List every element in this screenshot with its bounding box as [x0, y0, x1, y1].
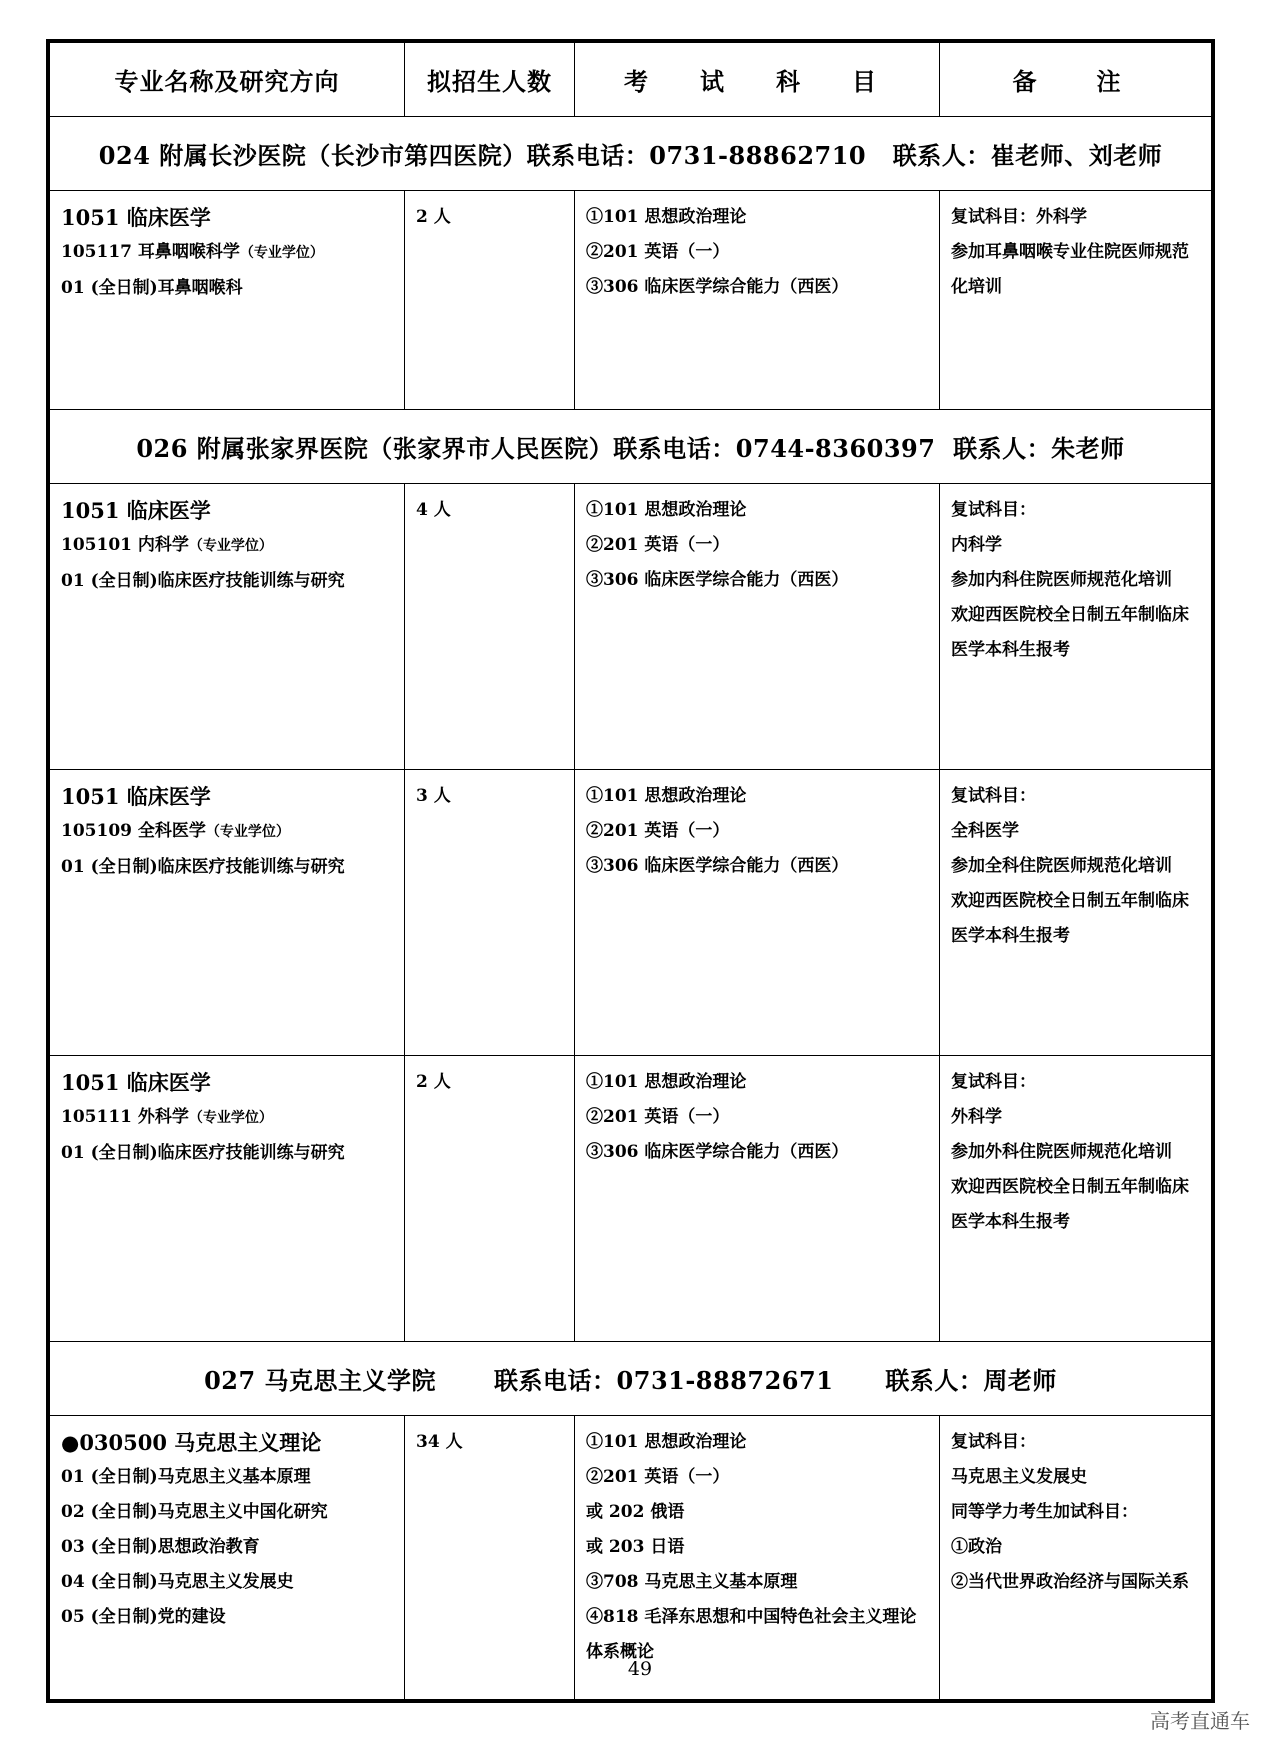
program-major-cell [50, 1416, 405, 1700]
exam-subject: 或 203 日语 [586, 1537, 685, 1557]
direction: 01 (全日制)临床医疗技能训练与研究 [61, 857, 345, 877]
exam-subject: ②201 英语（一） [586, 535, 730, 555]
program-row [50, 1056, 1212, 1342]
department-code: 027 [204, 1366, 256, 1395]
note-line: 复试科目：外科学 [951, 207, 1087, 227]
direction: 02 (全日制)马克思主义中国化研究 [61, 1502, 328, 1522]
program-exams-cell [575, 1056, 940, 1342]
department-name: 马克思主义学院 [264, 1366, 437, 1395]
note-line: ①政治 [951, 1537, 1002, 1557]
note-line: 参加外科住院医师规范化培训 [951, 1142, 1172, 1162]
exam-subject: ②201 英语（一） [586, 1467, 730, 1487]
note-line: 参加耳鼻咽喉专业住院医师规范化培训 [951, 242, 1189, 297]
exam-subject: ①101 思想政治理论 [586, 786, 747, 806]
enrollment-count: 4 人 [416, 500, 451, 520]
program-exams-cell [575, 1416, 940, 1700]
department-contact: 联系人：崔老师、刘老师 [892, 141, 1163, 170]
program-notes-cell [940, 1056, 1212, 1342]
major-name: 1051 临床医学 [61, 498, 211, 523]
program-major-cell [50, 191, 405, 410]
program-row [50, 1416, 1212, 1700]
header-row [50, 43, 1212, 117]
major-name: 1051 临床医学 [61, 784, 211, 809]
exam-subject: ②201 英语（一） [586, 821, 730, 841]
note-line: 复试科目： [951, 1432, 1036, 1452]
program-count-cell [405, 1056, 575, 1342]
exam-subject: ③306 临床医学综合能力（西医） [586, 856, 849, 876]
program-exams-cell [575, 484, 940, 770]
exam-subject: ③708 马克思主义基本原理 [586, 1572, 798, 1592]
sub-major: 105109 全科医学 [61, 821, 206, 841]
degree-type: （专业学位） [239, 245, 324, 261]
department-row [50, 410, 1212, 484]
department-contact: 联系人：朱老师 [953, 434, 1125, 463]
department-phone: 联系电话：0731-88872671 [494, 1366, 834, 1395]
program-notes-cell [940, 1416, 1212, 1700]
program-count-cell [405, 484, 575, 770]
department-header [50, 410, 1212, 484]
program-major-cell [50, 770, 405, 1056]
note-line: 同等学力考生加试科目： [951, 1502, 1138, 1522]
program-row [50, 484, 1212, 770]
exam-subject: ③306 临床医学综合能力（西医） [586, 277, 849, 297]
enrollment-count: 2 人 [416, 207, 451, 227]
direction: 05 (全日制)党的建设 [61, 1607, 226, 1627]
program-row [50, 770, 1212, 1056]
enrollment-count: 2 人 [416, 1072, 451, 1092]
major-name: 1051 临床医学 [61, 205, 211, 230]
exam-subject: 或 202 俄语 [586, 1502, 685, 1522]
enrollment-count: 3 人 [416, 786, 451, 806]
direction: 01 (全日制)临床医疗技能训练与研究 [61, 1143, 345, 1163]
department-phone: 联系电话：0731-88862710 [526, 141, 867, 170]
note-line: 欢迎西医院校全日制五年制临床医学本科生报考 [951, 605, 1189, 660]
exam-subject: ③306 临床医学综合能力（西医） [586, 570, 849, 590]
note-line: 参加内科住院医师规范化培训 [951, 570, 1172, 590]
exam-subject: ①101 思想政治理论 [586, 207, 747, 227]
department-contact: 联系人：周老师 [885, 1366, 1057, 1395]
department-code: 024 [98, 141, 151, 170]
exam-subject: ④818 毛泽东思想和中国特色社会主义理论体系概论 [586, 1607, 917, 1662]
program-notes-cell [940, 191, 1212, 410]
exam-subject: ①101 思想政治理论 [586, 500, 747, 520]
department-row [50, 1342, 1212, 1416]
sub-major: 105117 耳鼻咽喉科学 [61, 242, 240, 262]
direction: 01 (全日制)耳鼻咽喉科 [61, 278, 243, 298]
program-major-cell [50, 1056, 405, 1342]
program-notes-cell [940, 484, 1212, 770]
degree-type: （专业学位） [205, 824, 290, 840]
exam-subject: ①101 思想政治理论 [586, 1432, 747, 1452]
header-count: 拟招生人数 [405, 43, 575, 117]
program-count-cell [405, 1416, 575, 1700]
direction: 04 (全日制)马克思主义发展史 [61, 1572, 294, 1592]
department-row [50, 117, 1212, 191]
program-row [50, 191, 1212, 410]
department-name: 附属张家界医院（张家界市人民医院） [196, 434, 614, 463]
note-line: 复试科目： [951, 500, 1036, 520]
program-major-cell [50, 484, 405, 770]
department-header [50, 1342, 1212, 1416]
sub-major: 105101 内科学 [61, 535, 189, 555]
header-exams: 考 试 科 目 [575, 43, 940, 117]
header-notes: 备 注 [940, 43, 1212, 117]
department-code: 026 [136, 434, 188, 463]
note-line: 全科医学 [951, 821, 1019, 841]
note-line: 马克思主义发展史 [951, 1467, 1087, 1487]
department-header [50, 117, 1212, 191]
watermark: 高考直通车 [1150, 1709, 1250, 1733]
header-major: 专业名称及研究方向 [50, 43, 405, 117]
major-name: 1051 临床医学 [61, 1070, 211, 1095]
exam-subject: ②201 英语（一） [586, 1107, 730, 1127]
program-exams-cell [575, 770, 940, 1056]
program-count-cell [405, 770, 575, 1056]
note-line: 复试科目： [951, 1072, 1036, 1092]
exam-subject: ②201 英语（一） [586, 242, 730, 262]
department-name: 附属长沙医院（长沙市第四医院） [159, 141, 527, 170]
exam-subject: ③306 临床医学综合能力（西医） [586, 1142, 849, 1162]
sub-major: 105111 外科学 [61, 1107, 189, 1127]
direction: 01 (全日制)临床医疗技能训练与研究 [61, 571, 345, 591]
note-line: 内科学 [951, 535, 1002, 555]
note-line: 欢迎西医院校全日制五年制临床医学本科生报考 [951, 1177, 1189, 1232]
note-line: 参加全科住院医师规范化培训 [951, 856, 1172, 876]
note-line: ②当代世界政治经济与国际关系 [951, 1572, 1189, 1592]
admissions-table [46, 39, 1215, 1703]
program-count-cell [405, 191, 575, 410]
direction: 01 (全日制)马克思主义基本原理 [61, 1467, 311, 1487]
exam-subject: ①101 思想政治理论 [586, 1072, 747, 1092]
page-number: 49 [627, 1658, 653, 1680]
degree-type: （专业学位） [188, 1110, 273, 1126]
degree-type: （专业学位） [188, 538, 273, 554]
department-phone: 联系电话：0744-8360397 [613, 434, 936, 463]
program-notes-cell [940, 770, 1212, 1056]
major-name: ●030500 马克思主义理论 [61, 1430, 322, 1455]
direction: 03 (全日制)思想政治教育 [61, 1537, 260, 1557]
note-line: 外科学 [951, 1107, 1002, 1127]
enrollment-count: 34 人 [416, 1432, 463, 1452]
note-line: 复试科目： [951, 786, 1036, 806]
note-line: 欢迎西医院校全日制五年制临床医学本科生报考 [951, 891, 1189, 946]
program-exams-cell [575, 191, 940, 410]
